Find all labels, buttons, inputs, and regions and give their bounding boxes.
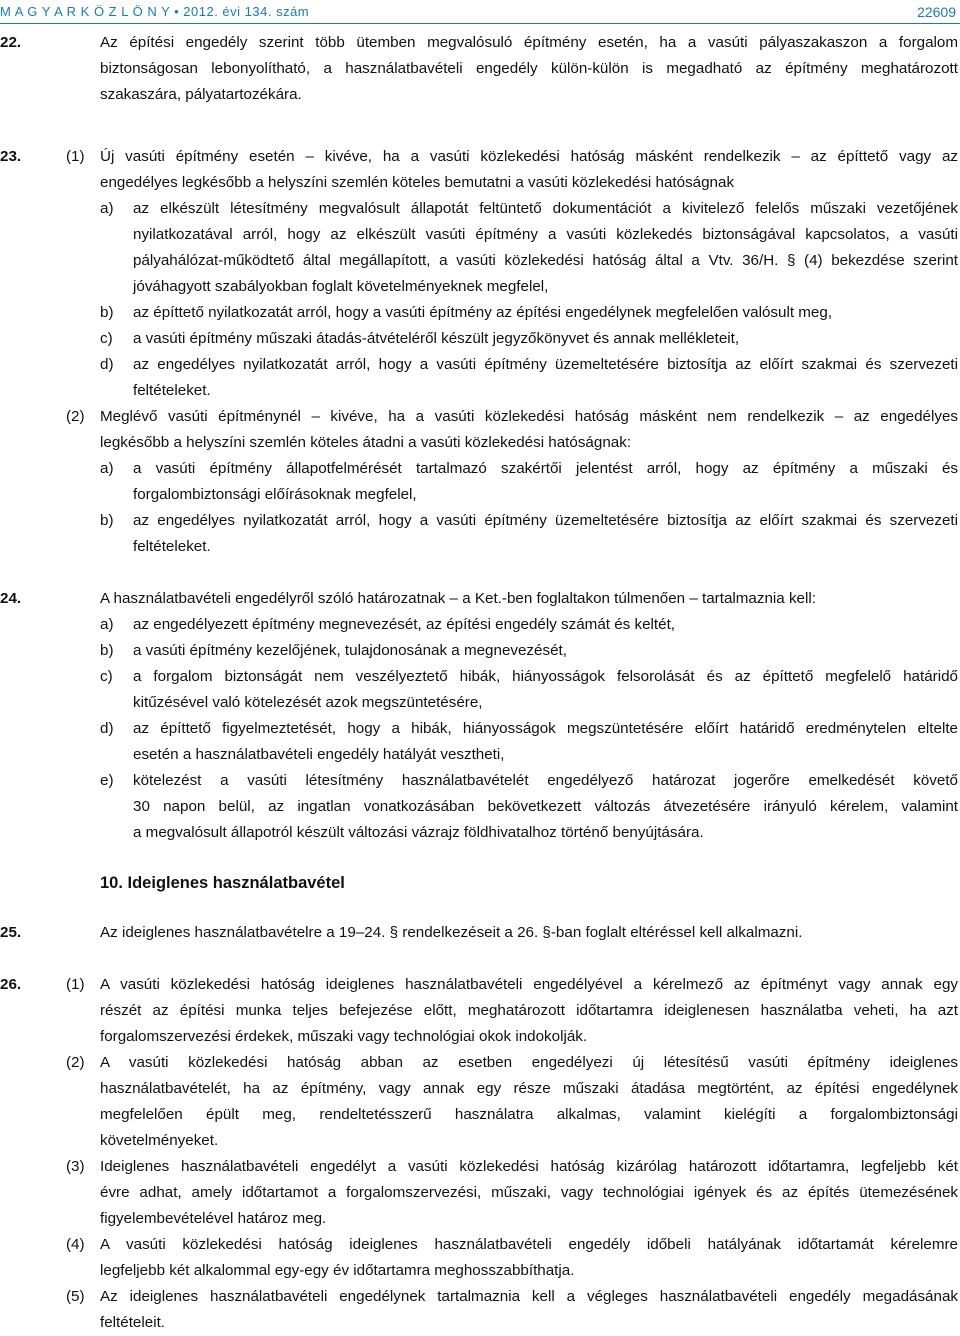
text-line: legfeljebb két alkalommal egy-egy év időtartamra meghosszabbíthatja. bbox=[100, 1262, 575, 1279]
text-line: 30 napon belül, az ingatlan vonatkozásában bekövetkezett változás átvezetésére irányuló kérelem, valamint bbox=[133, 798, 958, 815]
journal-title: M A G Y A R K Ö Z L Ö N Y • 2012. évi 134. szám bbox=[0, 4, 310, 19]
text-line: az engedélyezett építmény megnevezését, az építési engedély számát és keltét, bbox=[133, 616, 676, 633]
point-label: b) bbox=[100, 512, 114, 529]
text-line: az építtető nyilatkozatát arról, hogy a vasúti építmény az építési engedélynek megfelelően valósult meg, bbox=[133, 304, 833, 321]
text-line: a megvalósult állapotról készült változási vázrajz földhivatalhoz történő benyújtására. bbox=[133, 824, 704, 841]
text-line: Az építési engedély szerint több ütemben megvalósuló építmény esetén, ha a vasúti pályaszakaszon a forgalom bbox=[100, 34, 958, 51]
header-rule bbox=[0, 23, 960, 24]
text-line: az elkészült létesítmény megvalósult állapotát feltüntető dokumentációt a kivitelező felelős műszaki vezetőjének bbox=[133, 200, 958, 217]
text-line: pályahálózat-működtető által megállapított, a vasúti közlekedési hatóság által a Vtv. 36/H. § (4) bekezdése szerint bbox=[133, 252, 958, 269]
text-line: A vasúti közlekedési hatóság ideiglenes használatbavételi engedélyével a kérelmező az építményt vagy annak egy bbox=[100, 976, 958, 993]
text-line: forgalomszervezési érdekek, műszaki vagy technológiai okok indokolják. bbox=[100, 1028, 588, 1045]
text-line: a vasúti építmény állapotfelmérését tartalmazó szakértői jelentést arról, hogy az építmény a műszaki és bbox=[133, 460, 958, 477]
paragraph-number: (3) bbox=[66, 1158, 85, 1175]
text-line: követelményeket. bbox=[100, 1132, 219, 1149]
section-number: 25. bbox=[0, 924, 22, 941]
paragraph-number: (2) bbox=[66, 1054, 85, 1071]
text-line: az engedélyes nyilatkozatát arról, hogy a vasúti építmény üzemeltetésére biztosítja az előírt szakmai és szervezeti bbox=[133, 356, 958, 373]
point-label: b) bbox=[100, 642, 114, 659]
paragraph-number: (1) bbox=[66, 148, 85, 165]
page-number: 22609 bbox=[917, 4, 956, 20]
text-line: engedélyes legkésőbb a helyszíni szemlén köteles bemutatni a vasúti közlekedési hatóságnak bbox=[100, 174, 735, 191]
text-line: figyelembevételével határoz meg. bbox=[100, 1210, 327, 1227]
text-line: Meglévő vasúti építménynél – kivéve, ha a vasúti közlekedési hatóság másként nem rendelkezik – az engedélyes bbox=[100, 408, 958, 425]
text-line: nyilatkozatával arról, hogy az elkészült vasúti építmény a vasúti közlekedés biztonságával kapcsolatos, a vasúti bbox=[133, 226, 958, 243]
paragraph-number: (4) bbox=[66, 1236, 85, 1253]
text-line: az építtető figyelmeztetését, hogy a hibák, hiányosságok megszüntetésére előírt határidő eredménytelen eltelte bbox=[133, 720, 958, 737]
text-line: a vasúti építmény kezelőjének, tulajdonosának a megnevezését, bbox=[133, 642, 567, 659]
text-line: esetén a használatbavételi engedély hatályát vesztheti, bbox=[133, 746, 505, 763]
text-line: feltételeit. bbox=[100, 1314, 166, 1331]
text-line: legkésőbb a helyszíni szemlén köteles átadni a vasúti közlekedési hatóságnak: bbox=[100, 434, 632, 451]
text-line: a vasúti építmény műszaki átadás-átvételéről készült jegyzőkönyvet és annak mellékleteit, bbox=[133, 330, 740, 347]
text-line: feltételeket. bbox=[133, 538, 211, 555]
point-label: d) bbox=[100, 720, 114, 737]
point-label: a) bbox=[100, 200, 114, 217]
paragraph-number: (5) bbox=[66, 1288, 85, 1305]
point-label: e) bbox=[100, 772, 114, 789]
point-label: b) bbox=[100, 304, 114, 321]
point-label: a) bbox=[100, 460, 114, 477]
text-line: Új vasúti építmény esetén – kivéve, ha a vasúti közlekedési hatóság másként rendelkezik – az építtető vagy az bbox=[100, 148, 958, 165]
text-line: Az ideiglenes használatbavételi engedélynek tartalmaznia kell a végleges használatbavételi engedély megadásának bbox=[100, 1288, 958, 1305]
text-line: kitűzésével való kötelezését azok megszüntetésére, bbox=[133, 694, 483, 711]
text-line: évre adhat, amely időtartamot a forgalomszervezési, műszaki, vagy technológiai igények és az építés ütemezésének bbox=[100, 1184, 958, 1201]
text-line: forgalombiztonsági előírásoknak megfelel, bbox=[133, 486, 417, 503]
text-line: részét az építési munka teljes befejezése előtt, meghatározott időtartamra ideiglenesen használatba veheti, ha azt bbox=[100, 1002, 958, 1019]
point-label: c) bbox=[100, 668, 113, 685]
text-line: jóváhagyott szabályokban foglalt követelményeknek megfelel, bbox=[133, 278, 549, 295]
text-line: biztonságosan lebonyolítható, a használatbavételi engedély külön-külön is megadható az építmény meghatározott bbox=[100, 60, 958, 77]
text-line: szakaszára, pályatartozékára. bbox=[100, 86, 302, 103]
point-label: d) bbox=[100, 356, 114, 373]
section-number: 24. bbox=[0, 590, 22, 607]
text-line: kötelezést a vasúti létesítmény használatbavételét engedélyező határozat jogerőre emelkedését követő bbox=[133, 772, 958, 789]
section-number: 23. bbox=[0, 148, 22, 165]
point-label: a) bbox=[100, 616, 114, 633]
section-number: 26. bbox=[0, 976, 22, 993]
text-line: feltételeket. bbox=[133, 382, 211, 399]
text-line: az engedélyes nyilatkozatát arról, hogy a vasúti építmény üzemeltetésére biztosítja az előírt szakmai és szervezeti bbox=[133, 512, 958, 529]
text-line: A használatbavételi engedélyről szóló határozatnak – a Ket.-ben foglaltakon túlmenően – tartalmaznia kell: bbox=[100, 590, 816, 607]
paragraph-number: (2) bbox=[66, 408, 85, 425]
text-line: a forgalom biztonságát nem veszélyeztető hibák, hiányosságok felsorolását és az építtető megfelelő határidő bbox=[133, 668, 958, 685]
text-line: Az ideiglenes használatbavételre a 19–24. § rendelkezéseit a 26. §-ban foglalt eltéréssel kell alkalmazni. bbox=[100, 924, 803, 941]
point-label: c) bbox=[100, 330, 113, 347]
text-line: megfelelően épült meg, rendeltetésszerű használatra alkalmas, valamint kielégíti a forgalombiztonsági bbox=[100, 1106, 958, 1123]
text-line: A vasúti közlekedési hatóság abban az esetben engedélyezi új létesítésű vasúti építmény ideiglenes bbox=[100, 1054, 958, 1071]
text-line: használatbavételét, ha az építmény, vagy annak egy része műszaki átadása megtörtént, az építési engedélynek bbox=[100, 1080, 958, 1097]
text-line: Ideiglenes használatbavételi engedélyt a vasúti közlekedési hatóság kizárólag határozott időtartamra, legfeljebb két bbox=[100, 1158, 958, 1175]
paragraph-number: (1) bbox=[66, 976, 85, 993]
text-line: A vasúti közlekedési hatóság ideiglenes használatbavételi engedély időbeli hatályának időtartamát kérelemre bbox=[100, 1236, 958, 1253]
section-number: 22. bbox=[0, 34, 22, 51]
section-heading: 10. Ideiglenes használatbavétel bbox=[100, 874, 345, 892]
page-header bbox=[0, 0, 960, 24]
